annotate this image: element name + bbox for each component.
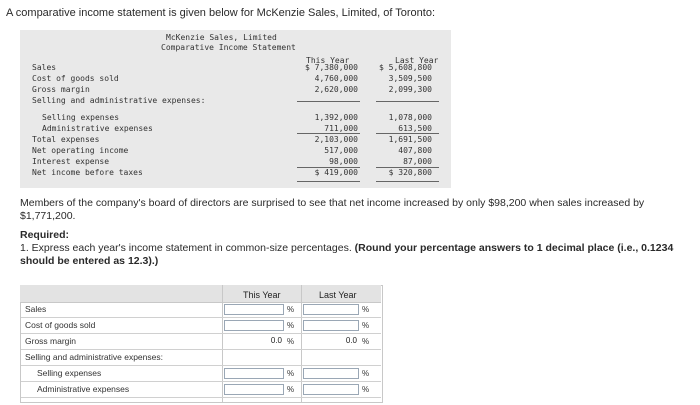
row-label: Cost of goods sold <box>25 320 96 330</box>
stmt-this-year-value: 517,000 <box>324 146 358 155</box>
last-year-percent-value: 0.0 <box>345 336 357 345</box>
stmt-row-label: Selling and administrative expenses: <box>32 96 206 105</box>
percent-sign: % <box>287 321 295 330</box>
stmt-this-year-value: 4,760,000 <box>314 74 358 83</box>
this-year-percent-input[interactable] <box>224 368 284 379</box>
percent-sign: % <box>287 385 295 394</box>
stmt-this-year-value: 1,392,000 <box>314 113 358 122</box>
percent-sign: % <box>287 369 295 378</box>
stmt-col-last-year: Last Year <box>395 56 439 65</box>
rule <box>376 167 439 168</box>
last-year-percent-input[interactable] <box>303 320 359 331</box>
stmt-row-label: Sales <box>32 63 57 72</box>
required-instructions <box>20 242 680 268</box>
rule <box>297 167 360 168</box>
stmt-last-year-value: 1,078,000 <box>388 113 432 122</box>
stmt-row-label: Total expenses <box>32 135 100 144</box>
rule <box>297 181 360 182</box>
percent-sign: % <box>287 337 295 346</box>
stmt-last-year-value: 613,500 <box>398 124 432 133</box>
percent-sign: % <box>362 305 370 314</box>
company-name: McKenzie Sales, Limited <box>166 33 277 42</box>
rule <box>297 133 360 134</box>
stmt-this-year-value: 2,103,000 <box>314 135 358 144</box>
rounding-instruction: (Round your percentage answers to 1 decimal place (i.e., 0.1234 should be entered as 12.3).) <box>20 242 674 267</box>
required-heading: Required: <box>20 229 70 241</box>
this-year-percent-input[interactable] <box>224 304 284 315</box>
stmt-this-year-value: $ 7,380,000 <box>305 63 358 72</box>
stmt-last-year-value: $ 5,608,800 <box>379 63 432 72</box>
last-year-percent-input[interactable] <box>303 384 359 395</box>
percent-sign: % <box>287 305 295 314</box>
last-year-percent-input[interactable] <box>303 368 359 379</box>
stmt-row-label: Cost of goods sold <box>32 74 119 83</box>
stmt-this-year-value: 2,620,000 <box>314 85 358 94</box>
stmt-row-label: Administrative expenses <box>42 124 153 133</box>
stmt-last-year-value: 3,509,500 <box>388 74 432 83</box>
stmt-last-year-value: 87,000 <box>403 157 432 166</box>
stmt-row-label: Selling expenses <box>42 113 120 122</box>
rule <box>376 101 439 102</box>
stmt-last-year-value: 407,800 <box>398 146 432 155</box>
stmt-row-label: Net income before taxes <box>32 168 143 177</box>
stmt-row-label: Interest expense <box>32 157 110 166</box>
rule <box>376 133 439 134</box>
stmt-this-year-value: 711,000 <box>324 124 358 133</box>
percent-sign: % <box>362 385 370 394</box>
this-year-percent-input[interactable] <box>224 320 284 331</box>
col-header-this-year: This Year <box>243 290 281 300</box>
required-text: 1. Express each year's income statement in common-size percentages. <box>20 242 352 254</box>
intro-text: A comparative income statement is given below for McKenzie Sales, Limited, of Toronto: <box>6 7 436 19</box>
stmt-last-year-value: $ 320,800 <box>388 168 432 177</box>
stmt-last-year-value: 1,691,500 <box>388 135 432 144</box>
stmt-this-year-value: $ 419,000 <box>314 168 358 177</box>
table-row <box>21 350 381 366</box>
row-label: Sales <box>25 304 47 314</box>
this-year-percent-value: 0.0 <box>270 336 282 345</box>
stmt-row-label: Gross margin <box>32 85 90 94</box>
rule <box>376 181 439 182</box>
col-header-last-year: Last Year <box>319 290 357 300</box>
row-label: Selling expenses <box>37 368 102 378</box>
stmt-col-this-year: This Year <box>306 56 350 65</box>
this-year-percent-input[interactable] <box>224 384 284 395</box>
stmt-row-label: Net operating income <box>32 146 129 155</box>
statement-subtitle: Comparative Income Statement <box>161 43 296 52</box>
row-label: Selling and administrative expenses: <box>25 352 163 362</box>
last-year-percent-input[interactable] <box>303 304 359 315</box>
percent-sign: % <box>362 321 370 330</box>
rule <box>297 101 360 102</box>
stmt-this-year-value: 98,000 <box>329 157 358 166</box>
row-label: Administrative expenses <box>37 384 130 394</box>
percent-sign: % <box>362 369 370 378</box>
row-label: Gross margin <box>25 336 77 346</box>
members-paragraph: Members of the company's board of directors are surprised to see that net income increased by only $98,200 when sales increased by $1,771,200. <box>20 197 645 222</box>
stmt-last-year-value: 2,099,300 <box>388 85 432 94</box>
percent-sign: % <box>362 337 370 346</box>
